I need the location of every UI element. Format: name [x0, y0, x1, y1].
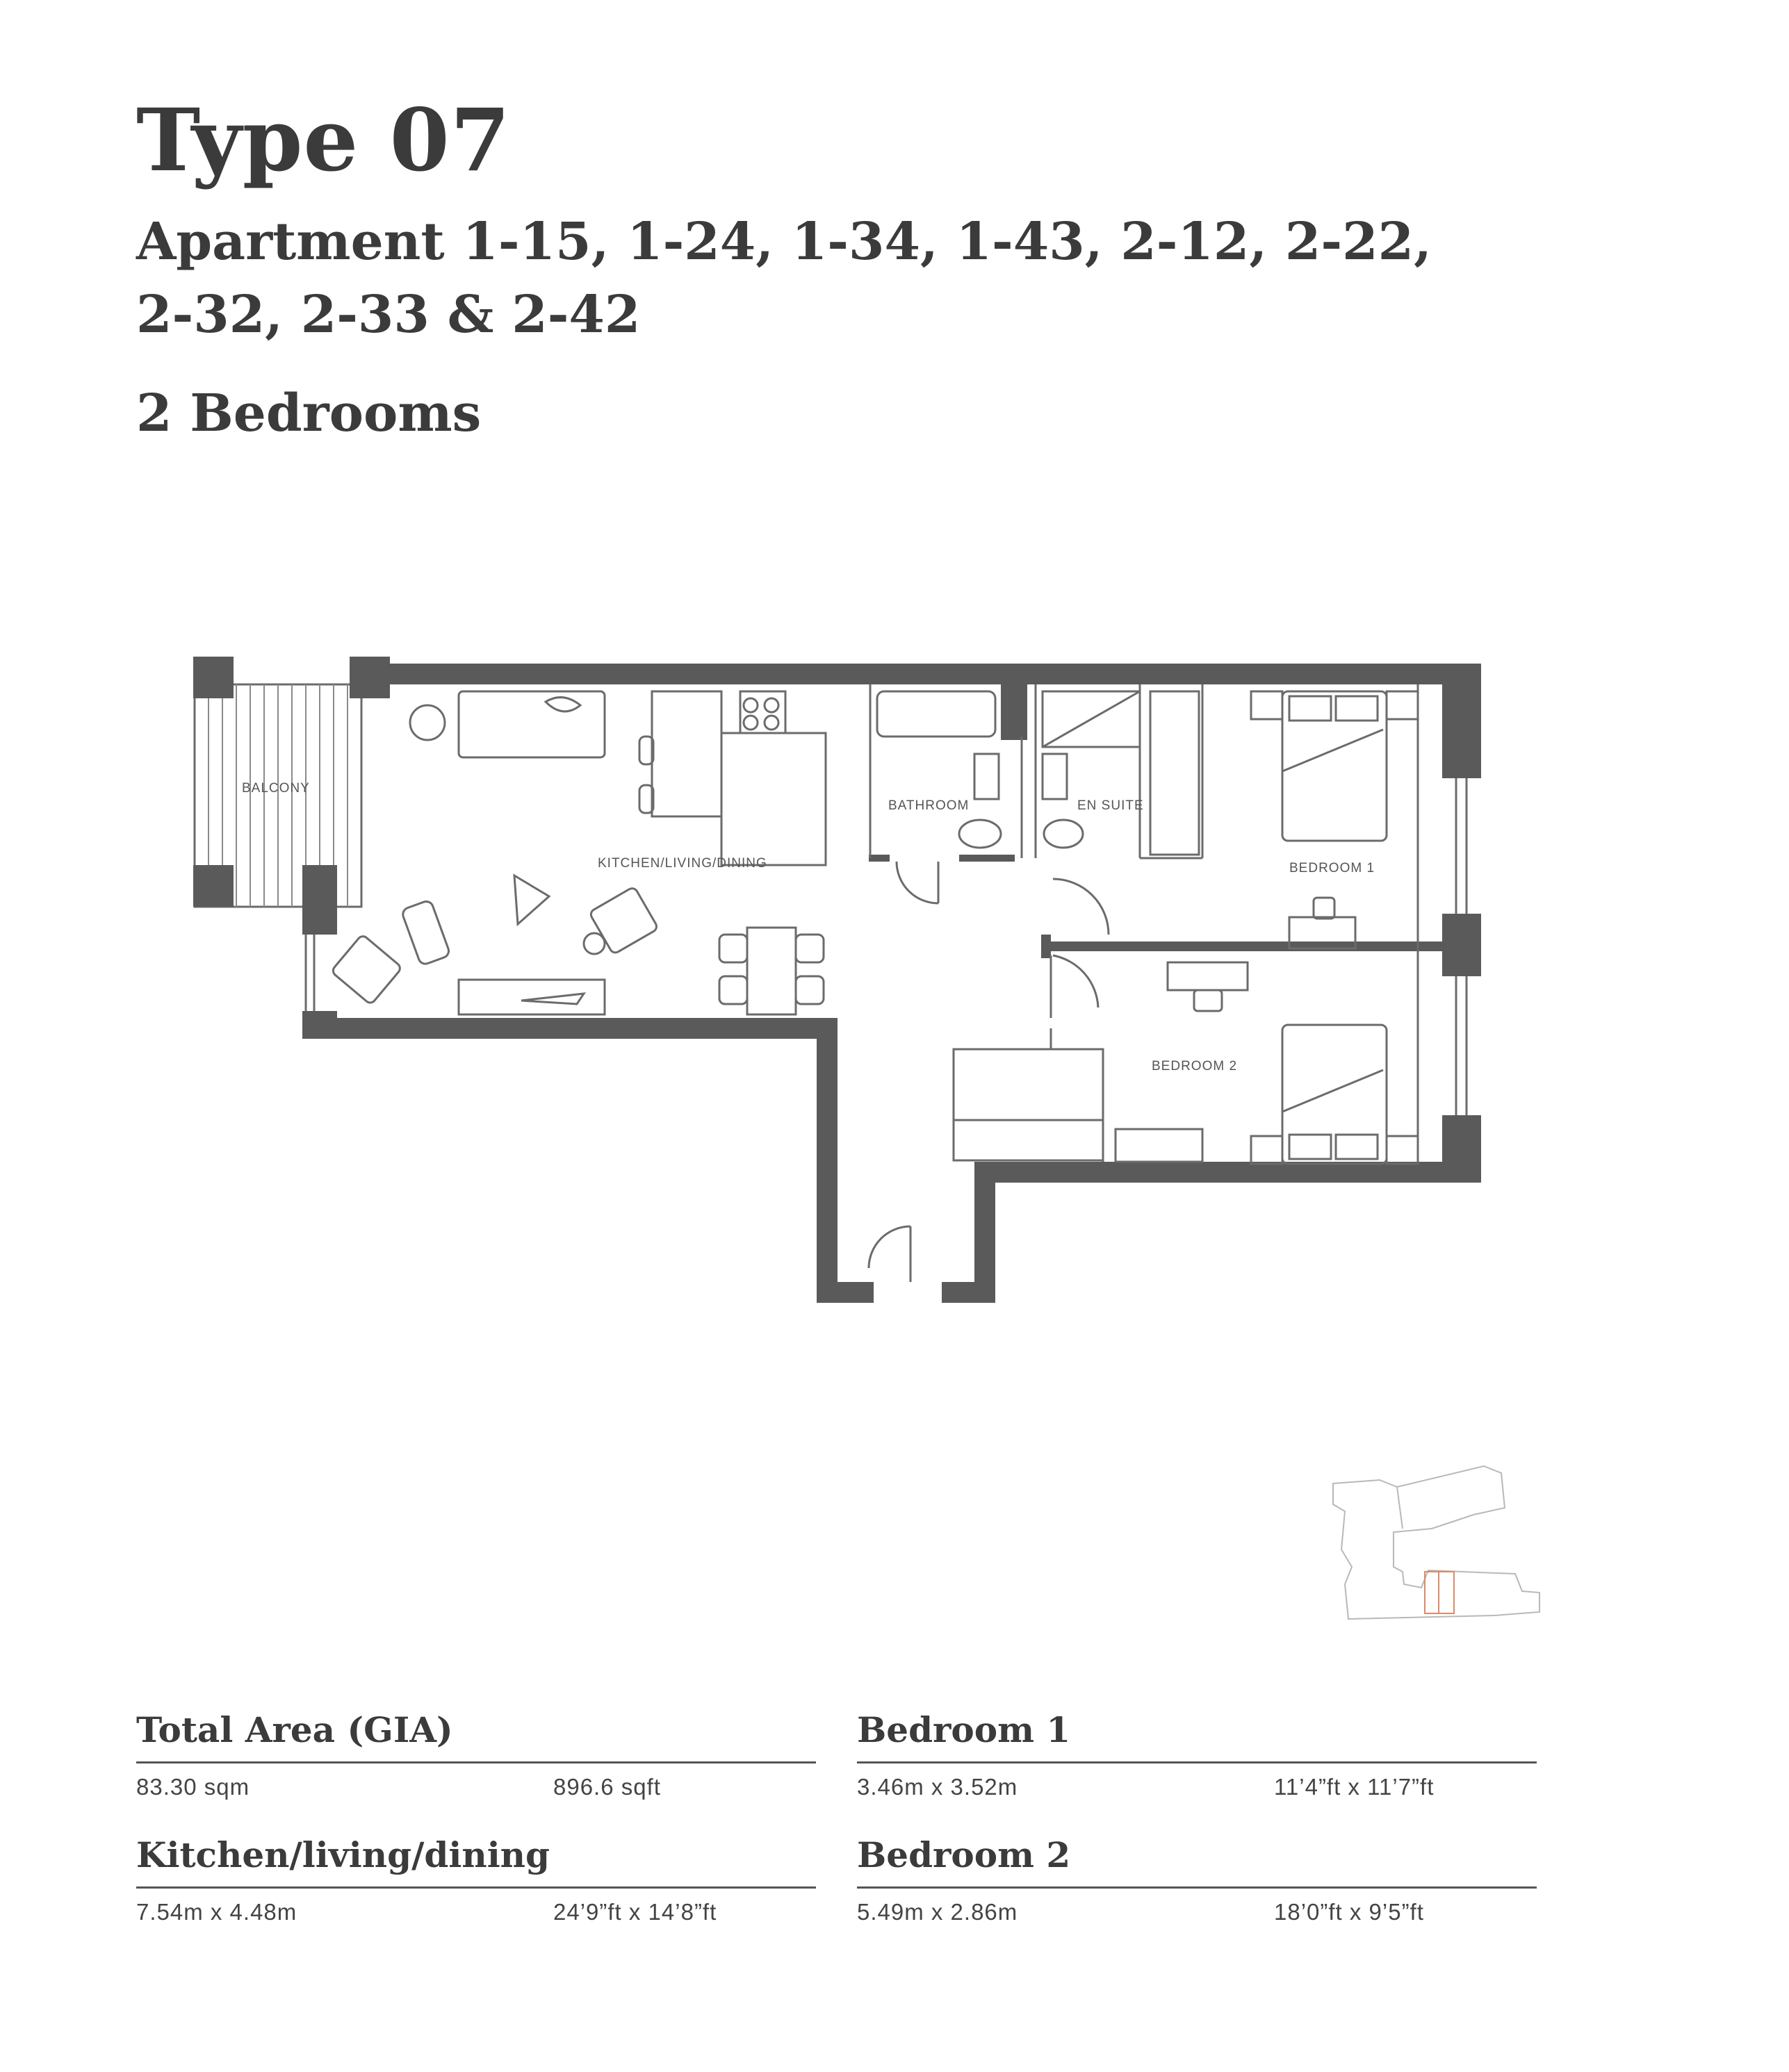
bedroom-2-label: BEDROOM 2 [1152, 1059, 1238, 1074]
partitions [306, 684, 1467, 1162]
bedroom-count: 2 Bedrooms [136, 384, 482, 443]
bathroom-fixtures [869, 691, 1140, 1282]
kitchen-metric: 7.54m x 4.48m [136, 1899, 297, 1925]
bedroom-1-heading: Bedroom 1 [857, 1709, 1071, 1750]
kitchen-living-dining-label: KITCHEN/LIVING/DINING [598, 856, 767, 871]
bedroom-1-rule [857, 1761, 1537, 1763]
bedroom-furniture [1116, 691, 1418, 1164]
bathroom-label: BATHROOM [888, 798, 970, 813]
living-furniture [331, 691, 826, 1014]
bedroom-1-imperial: 11’4”ft x 11’7”ft [1274, 1774, 1435, 1800]
key-plan-highlight [1425, 1572, 1454, 1613]
total-area-rule [136, 1761, 816, 1763]
apartment-list-line-2: 2-32, 2-33 & 2-42 [136, 285, 641, 345]
bedroom-1-label: BEDROOM 1 [1289, 861, 1375, 875]
kitchen-heading: Kitchen/living/dining [136, 1834, 550, 1875]
walls [193, 657, 1481, 1303]
total-area-imperial: 896.6 sqft [553, 1774, 661, 1800]
bedroom-2-imperial: 18’0”ft x 9’5”ft [1274, 1899, 1424, 1925]
bedroom-1-metric: 3.46m x 3.52m [857, 1774, 1018, 1800]
total-area-metric: 83.30 sqm [136, 1774, 250, 1800]
apartment-list-line-1: Apartment 1-15, 1-24, 1-34, 1-43, 2-12, 2-22, [136, 212, 1432, 272]
kitchen-imperial: 24’9”ft x 14’8”ft [553, 1899, 717, 1925]
balcony-label: BALCONY [242, 781, 310, 796]
ensuite-label: EN SUITE [1077, 798, 1144, 813]
bedroom-2-heading: Bedroom 2 [857, 1834, 1071, 1875]
total-area-heading: Total Area (GIA) [136, 1709, 453, 1750]
key-plan [1333, 1466, 1539, 1619]
page-title: Type 07 [136, 90, 512, 191]
kitchen-rule [136, 1886, 816, 1889]
bedroom-2-rule [857, 1886, 1537, 1889]
bedroom-2-metric: 5.49m x 2.86m [857, 1899, 1018, 1925]
